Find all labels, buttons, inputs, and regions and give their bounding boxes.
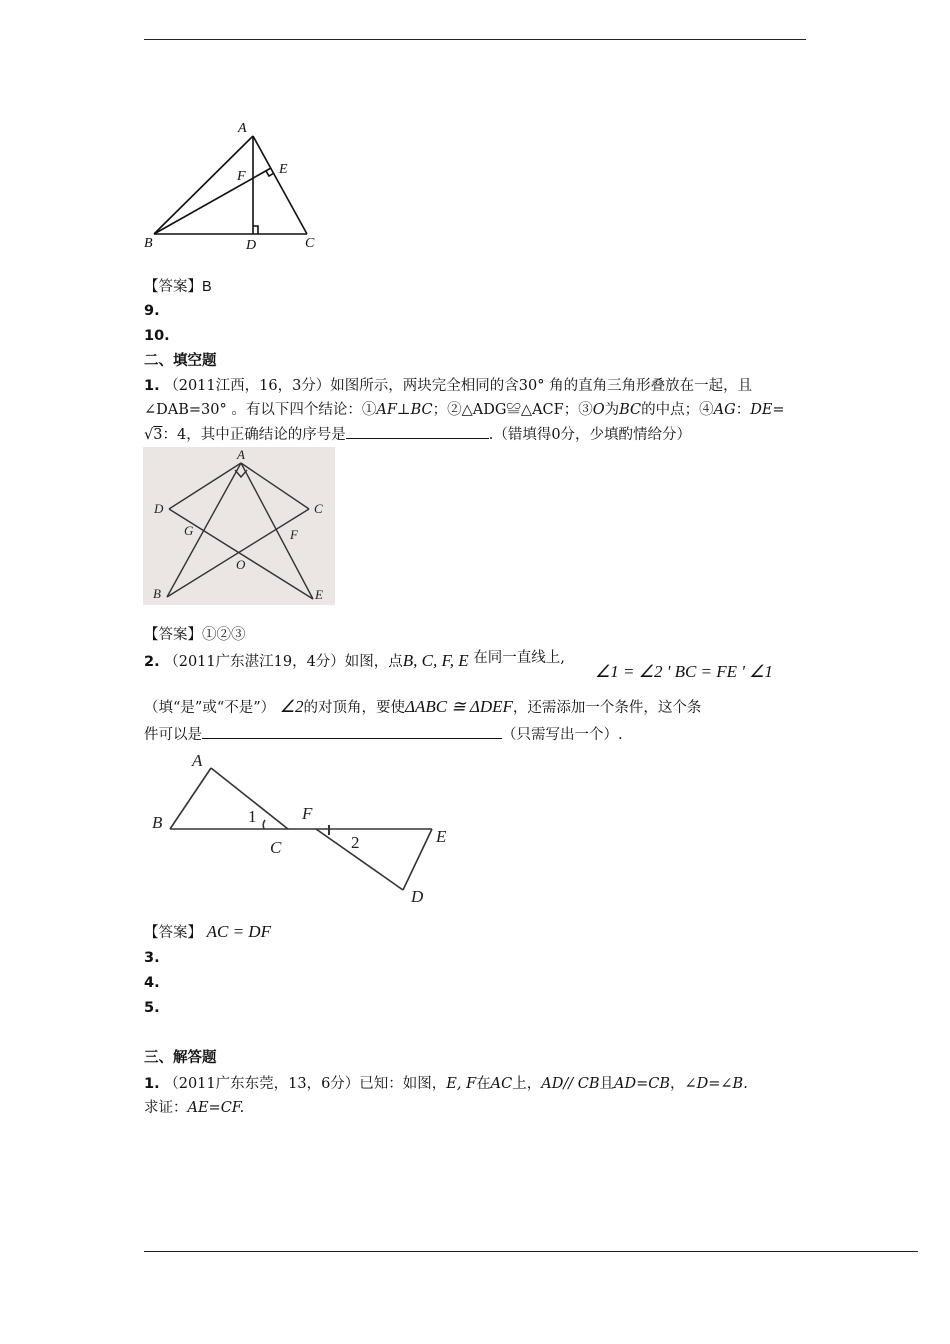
label-angle-2: 2 bbox=[351, 833, 360, 852]
label-b: B bbox=[144, 236, 153, 251]
star-figure-q1 bbox=[143, 447, 335, 605]
segment-ab bbox=[154, 136, 253, 234]
q2-line-2: （填“是”或“不是”） ∠2的对顶角，要使ΔABC ≅ ΔDEF，还需添加一个条件，这个条 bbox=[144, 697, 702, 716]
label-a: A bbox=[192, 751, 203, 770]
label-g: G bbox=[184, 523, 194, 538]
label-a: A bbox=[237, 447, 245, 462]
section-title-solve: 三、解答题 bbox=[144, 1050, 217, 1066]
answer-q2: 【答案】 AC = DF bbox=[144, 922, 271, 941]
q1-answer-blank[interactable] bbox=[346, 424, 489, 439]
item-5: 5. bbox=[144, 1000, 160, 1016]
answer-q1: 【答案】①②③ bbox=[144, 627, 246, 643]
item-3: 3. bbox=[144, 950, 160, 966]
q2-condition: ∠1 = ∠2 ' BC = FE ' ∠1 bbox=[595, 662, 773, 681]
label-b: B bbox=[153, 586, 161, 601]
q2-line-3: 件可以是 （只需写出一个）. bbox=[144, 724, 623, 745]
item-10: 10. bbox=[144, 328, 170, 344]
label-d: D bbox=[246, 238, 257, 253]
label-f: F bbox=[302, 804, 313, 823]
q1-line-1: 1. （2011江西，16，3分）如图所示，两块完全相同的含30° 角的直角三角形叠放在一起，且 bbox=[144, 378, 753, 394]
label-e: E bbox=[279, 162, 288, 177]
label-e: E bbox=[315, 587, 323, 602]
item-4: 4. bbox=[144, 975, 160, 991]
q3-line-2: 求证：AE=CF. bbox=[144, 1100, 245, 1116]
label-c: C bbox=[314, 501, 323, 516]
answer-q8: 【答案】B bbox=[144, 279, 212, 295]
header-rule bbox=[144, 39, 806, 40]
q2-answer-blank[interactable] bbox=[202, 724, 502, 739]
photo-background bbox=[143, 447, 335, 605]
footer-rule bbox=[144, 1251, 918, 1252]
segment-ac bbox=[253, 136, 307, 234]
label-a: A bbox=[238, 121, 247, 136]
q1-line-2: ∠DAB=30° 。有以下四个结论：①AF⊥BC；②△ADG≌△ACF；③O为BC的中点；④AG：DE= bbox=[144, 402, 785, 418]
section-title-fill-blank: 二、填空题 bbox=[144, 353, 217, 369]
triangles-figure-q2 bbox=[148, 750, 458, 910]
label-angle-1: 1 bbox=[248, 807, 257, 826]
label-f: F bbox=[237, 169, 246, 184]
q3-line-1: 1. （2011广东东莞，13，6分）已知：如图，E, F在AC上，AD// CB且AD=CB，∠D=∠B. bbox=[144, 1076, 748, 1092]
q2-line-1: 2. （2011广东湛江19，4分）如图，点B, C, F, E 在同一直线上, bbox=[144, 650, 565, 670]
label-b: B bbox=[152, 813, 163, 832]
label-c: C bbox=[270, 838, 282, 857]
q1-line-3: √3：4，其中正确结论的序号是 .（错填得0分，少填酌情给分） bbox=[144, 424, 691, 445]
sqrt-sign: √ bbox=[144, 427, 154, 443]
label-e: E bbox=[436, 827, 447, 846]
label-f: F bbox=[290, 527, 298, 542]
item-9: 9. bbox=[144, 303, 160, 319]
triangle-figure-1 bbox=[140, 118, 320, 253]
label-c: C bbox=[305, 236, 315, 251]
label-o: O bbox=[236, 557, 246, 572]
label-d: D bbox=[154, 501, 164, 516]
label-d: D bbox=[411, 887, 424, 906]
